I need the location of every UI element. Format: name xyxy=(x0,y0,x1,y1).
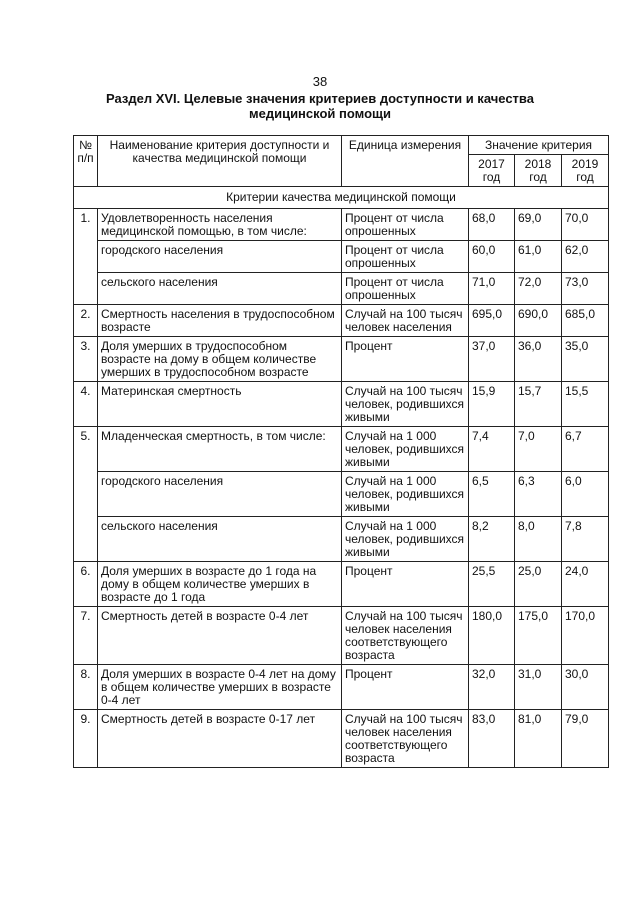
row-name: Удовлетворенность населения медицинской помощью, в том числе: xyxy=(98,209,342,241)
row-num: 1. xyxy=(74,209,98,241)
header-value: Значение критерия xyxy=(469,136,609,155)
row-value-2018: 61,0 xyxy=(515,241,562,273)
row-value-2019: 62,0 xyxy=(562,241,609,273)
row-value-2019: 6,0 xyxy=(562,472,609,517)
row-value-2019: 15,5 xyxy=(562,382,609,427)
row-unit: Случай на 100 тысяч человек населения соответствующего возраста xyxy=(342,710,469,768)
row-value-2019: 6,7 xyxy=(562,427,609,472)
page-title: Раздел XVI. Целевые значения критериев доступности и качества медицинской помощи xyxy=(106,91,534,121)
row-value-2018: 6,3 xyxy=(515,472,562,517)
row-unit: Случай на 1 000 человек, родившихся живыми xyxy=(342,472,469,517)
row-unit: Процент от числа опрошенных xyxy=(342,273,469,305)
table-row xyxy=(74,562,609,607)
row-value-2017: 71,0 xyxy=(469,273,515,305)
row-num xyxy=(74,241,98,273)
row-value-2018: 8,0 xyxy=(515,517,562,562)
row-value-2019: 7,8 xyxy=(562,517,609,562)
row-value-2018: 31,0 xyxy=(515,665,562,710)
row-value-2018: 690,0 xyxy=(515,305,562,337)
row-unit: Процент от числа опрошенных xyxy=(342,209,469,241)
table-row xyxy=(74,427,609,472)
row-name: Материнская смертность xyxy=(98,382,342,427)
row-value-2017: 60,0 xyxy=(469,241,515,273)
row-num: 3. xyxy=(74,337,98,382)
row-value-2017: 6,5 xyxy=(469,472,515,517)
header-unit: Единица измерения xyxy=(342,136,469,187)
table-row xyxy=(74,517,609,562)
criteria-table xyxy=(73,135,609,768)
row-value-2017: 83,0 xyxy=(469,710,515,768)
row-name: городского населения xyxy=(98,472,342,517)
row-unit: Случай на 100 тысяч человек населения xyxy=(342,305,469,337)
row-num xyxy=(74,273,98,305)
row-name: городского населения xyxy=(98,241,342,273)
row-value-2018: 72,0 xyxy=(515,273,562,305)
row-unit: Процент xyxy=(342,665,469,710)
row-value-2017: 180,0 xyxy=(469,607,515,665)
row-value-2017: 37,0 xyxy=(469,337,515,382)
row-value-2019: 70,0 xyxy=(562,209,609,241)
row-value-2018: 81,0 xyxy=(515,710,562,768)
row-name: Смертность населения в трудоспособном возрасте xyxy=(98,305,342,337)
row-value-2017: 68,0 xyxy=(469,209,515,241)
row-value-2019: 35,0 xyxy=(562,337,609,382)
row-value-2019: 79,0 xyxy=(562,710,609,768)
header-year-2019: 2019 год xyxy=(562,155,609,187)
row-num xyxy=(74,472,98,517)
row-unit: Процент xyxy=(342,562,469,607)
row-unit: Процент xyxy=(342,337,469,382)
table-row xyxy=(74,710,609,768)
row-unit: Случай на 100 тысяч человек населения соответствующего возраста xyxy=(342,607,469,665)
row-num: 8. xyxy=(74,665,98,710)
row-num: 2. xyxy=(74,305,98,337)
row-unit: Случай на 1 000 человек, родившихся живыми xyxy=(342,517,469,562)
row-name: Младенческая смертность, в том числе: xyxy=(98,427,342,472)
row-value-2017: 25,5 xyxy=(469,562,515,607)
row-num: 5. xyxy=(74,427,98,472)
row-num: 4. xyxy=(74,382,98,427)
table-row xyxy=(74,305,609,337)
row-value-2017: 15,9 xyxy=(469,382,515,427)
table-row xyxy=(74,382,609,427)
row-name: Смертность детей в возрасте 0-4 лет xyxy=(98,607,342,665)
row-value-2017: 32,0 xyxy=(469,665,515,710)
row-name: сельского населения xyxy=(98,273,342,305)
row-value-2018: 175,0 xyxy=(515,607,562,665)
row-name: Доля умерших в возрасте до 1 года на дому в общем количестве умерших в возрасте до 1 года xyxy=(98,562,342,607)
row-value-2018: 7,0 xyxy=(515,427,562,472)
table-row xyxy=(74,665,609,710)
row-unit: Случай на 100 тысяч человек, родившихся живыми xyxy=(342,382,469,427)
page-number: 38 xyxy=(312,74,328,89)
row-num: 7. xyxy=(74,607,98,665)
row-value-2017: 7,4 xyxy=(469,427,515,472)
table-row xyxy=(74,607,609,665)
header-year-2017: 2017 год xyxy=(469,155,515,187)
row-unit: Процент от числа опрошенных xyxy=(342,241,469,273)
row-value-2019: 685,0 xyxy=(562,305,609,337)
row-value-2017: 695,0 xyxy=(469,305,515,337)
section-heading: Критерии качества медицинской помощи xyxy=(74,187,609,209)
table-row xyxy=(74,209,609,241)
row-value-2019: 170,0 xyxy=(562,607,609,665)
table-row xyxy=(74,273,609,305)
row-value-2018: 36,0 xyxy=(515,337,562,382)
row-value-2017: 8,2 xyxy=(469,517,515,562)
row-unit: Случай на 1 000 человек, родившихся живыми xyxy=(342,427,469,472)
table-row xyxy=(74,241,609,273)
row-name: Доля умерших в трудоспособном возрасте на дому в общем количестве умерших в трудоспособном возрасте xyxy=(98,337,342,382)
row-num: 9. xyxy=(74,710,98,768)
row-name: сельского населения xyxy=(98,517,342,562)
row-value-2019: 30,0 xyxy=(562,665,609,710)
table-row xyxy=(74,472,609,517)
row-value-2018: 15,7 xyxy=(515,382,562,427)
row-num xyxy=(74,517,98,562)
header-year-2018: 2018 год xyxy=(515,155,562,187)
row-value-2019: 73,0 xyxy=(562,273,609,305)
row-num: 6. xyxy=(74,562,98,607)
row-value-2019: 24,0 xyxy=(562,562,609,607)
row-name: Смертность детей в возрасте 0-17 лет xyxy=(98,710,342,768)
table-row xyxy=(74,337,609,382)
header-name: Наименование критерия доступности и качества медицинской помощи xyxy=(98,136,342,187)
row-value-2018: 25,0 xyxy=(515,562,562,607)
header-num: № п/п xyxy=(74,136,98,187)
row-name: Доля умерших в возрасте 0-4 лет на дому в общем количестве умерших в возрасте 0-4 лет xyxy=(98,665,342,710)
row-value-2018: 69,0 xyxy=(515,209,562,241)
